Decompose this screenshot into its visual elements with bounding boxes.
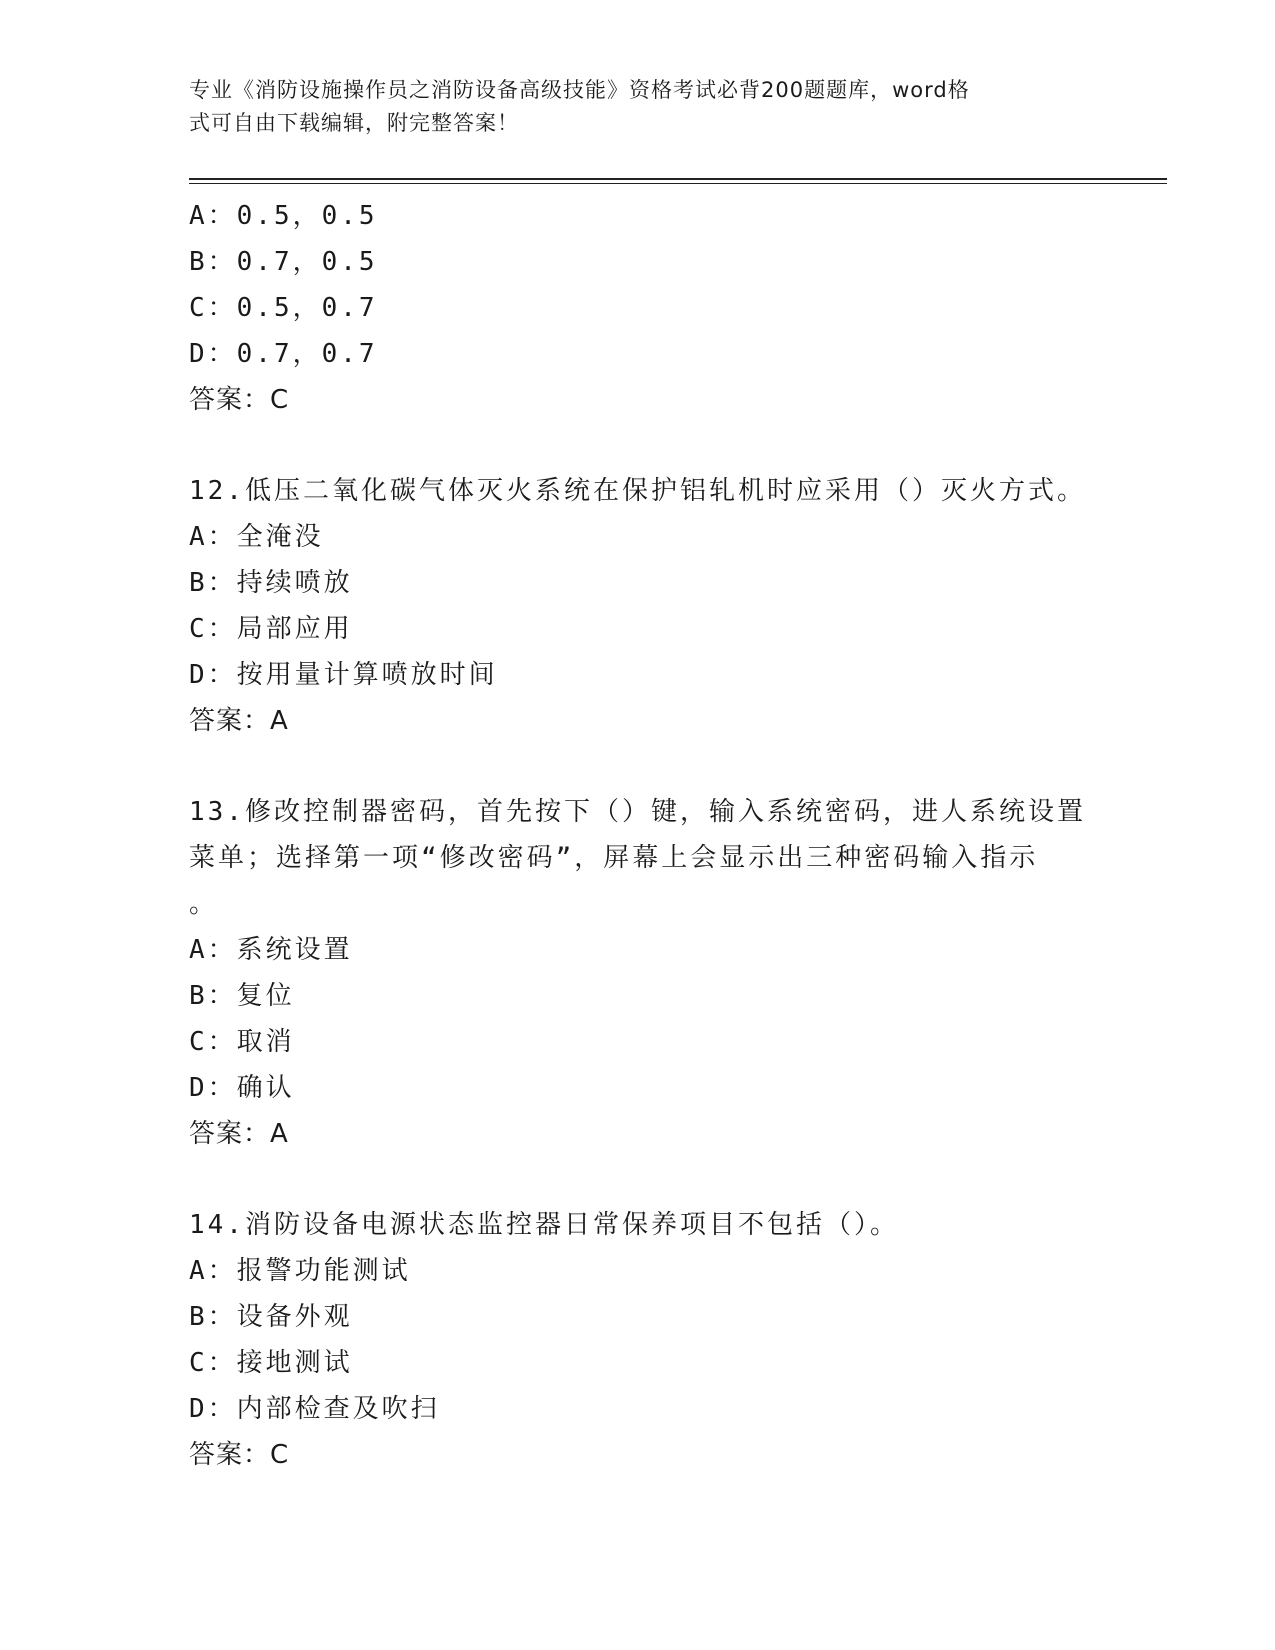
answer: 答案：A	[189, 1119, 289, 1149]
question-list	[189, 193, 1149, 1478]
option-b: B：0.7，0.5	[189, 247, 378, 277]
question-stem: 14.消防设备电源状态监控器日常保养项目不包括（）。	[189, 1210, 899, 1240]
question-14	[189, 1202, 1149, 1478]
option-c: C：局部应用	[189, 614, 353, 644]
question-13	[189, 789, 1149, 1157]
option-b: B：持续喷放	[189, 568, 353, 598]
option-b: B：设备外观	[189, 1302, 353, 1332]
question-stem: 12.低压二氧化碳气体灭火系统在保护铝轧机时应采用（）灭火方式。	[189, 476, 1086, 506]
question-11	[189, 193, 1149, 423]
answer: 答案：C	[189, 1440, 290, 1470]
option-b: B：复位	[189, 981, 295, 1011]
answer: 答案：C	[189, 385, 290, 415]
option-c: C：0.5，0.7	[189, 293, 378, 323]
header-rule-thick	[189, 178, 1167, 180]
option-d: D：0.7，0.7	[189, 339, 378, 369]
question-12	[189, 468, 1149, 744]
question-stem-line-1: 13.修改控制器密码，首先按下（）键，输入系统密码，进人系统设置	[189, 797, 1086, 827]
header-line-1: 专业《消防设施操作员之消防设备高级技能》资格考试必背200题题库，word格	[189, 78, 970, 102]
answer: 答案：A	[189, 706, 289, 736]
option-d: D：内部检查及吹扫	[189, 1394, 440, 1424]
option-a: A：报警功能测试	[189, 1256, 411, 1286]
option-c: C：接地测试	[189, 1348, 353, 1378]
question-stem-line-2: 菜单；选择第一项“修改密码”，屏幕上会显示出三种密码输入指示	[189, 843, 1039, 873]
option-d: D：确认	[189, 1073, 295, 1103]
option-d: D：按用量计算喷放时间	[189, 660, 498, 690]
option-a: A：全淹没	[189, 522, 324, 552]
header-line-2: 式可自由下载编辑，附完整答案！	[189, 111, 519, 135]
option-a: A：0.5，0.5	[189, 201, 378, 231]
header-rule-thin	[189, 183, 1167, 184]
option-c: C：取消	[189, 1027, 295, 1057]
document-header	[189, 74, 1089, 140]
option-a: A：系统设置	[189, 935, 353, 965]
question-stem-line-3: 。	[189, 889, 219, 919]
